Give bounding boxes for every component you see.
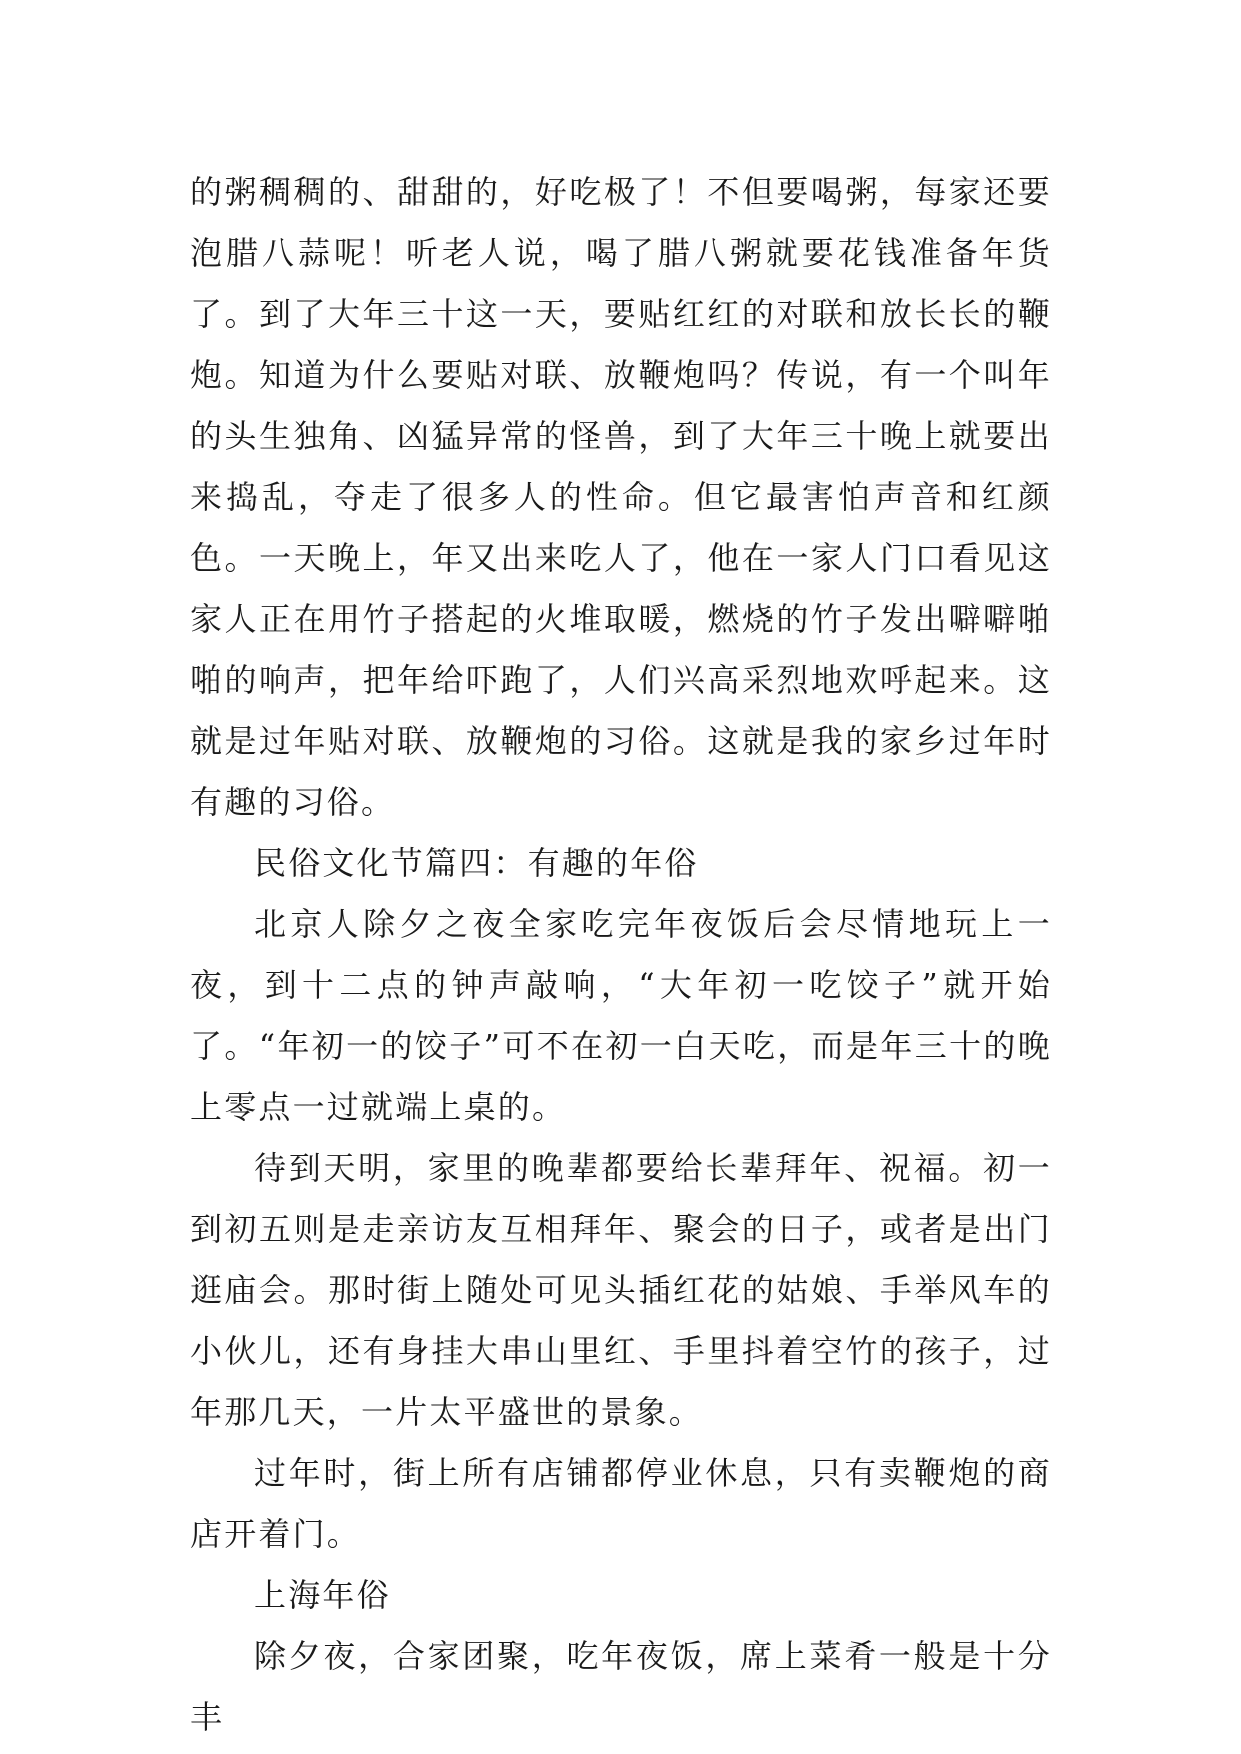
section-heading: 上海年俗: [254, 1576, 391, 1614]
section-heading: 民俗文化节篇四：有趣的年俗: [254, 844, 699, 882]
document-body: [190, 162, 1052, 1748]
paragraph: 除夕夜，合家团聚，吃年夜饭，席上菜肴一般是十分丰: [190, 1637, 1052, 1736]
paragraph: 待到天明，家里的晚辈都要给长辈拜年、祝福。初一到初五则是走亲访友互相拜年、聚会的日子，或者是出门逛庙会。那时街上随处可见头插红花的姑娘、手举风车的小伙儿，还有身挂大串山里红、手里抖着空竹的孩子，过年那几天，一片太平盛世的景象。: [190, 1149, 1052, 1431]
paragraph: 北京人除夕之夜全家吃完年夜饭后会尽情地玩上一夜，到十二点的钟声敲响，“大年初一吃饺子”就开始了。“年初一的饺子”可不在初一白天吃，而是年三十的晚上零点一过就端上桌的。: [190, 905, 1052, 1126]
paragraph-continuation: 的粥稠稠的、甜甜的，好吃极了！不但要喝粥，每家还要泡腊八蒜呢！听老人说，喝了腊八粥就要花钱准备年货了。到了大年三十这一天，要贴红红的对联和放长长的鞭炮。知道为什么要贴对联、放鞭炮吗？传说，有一个叫年的头生独角、凶猛异常的怪兽，到了大年三十晚上就要出来捣乱，夺走了很多人的性命。但它最害怕声音和红颜色。一天晚上，年又出来吃人了，他在一家人门口看见这家人正在用竹子搭起的火堆取暖，燃烧的竹子发出噼噼啪啪的响声，把年给吓跑了，人们兴高采烈地欢呼起来。这就是过年贴对联、放鞭炮的习俗。这就是我的家乡过年时有趣的习俗。: [190, 173, 1052, 821]
paragraph: 过年时，街上所有店铺都停业休息，只有卖鞭炮的商店开着门。: [190, 1454, 1052, 1553]
